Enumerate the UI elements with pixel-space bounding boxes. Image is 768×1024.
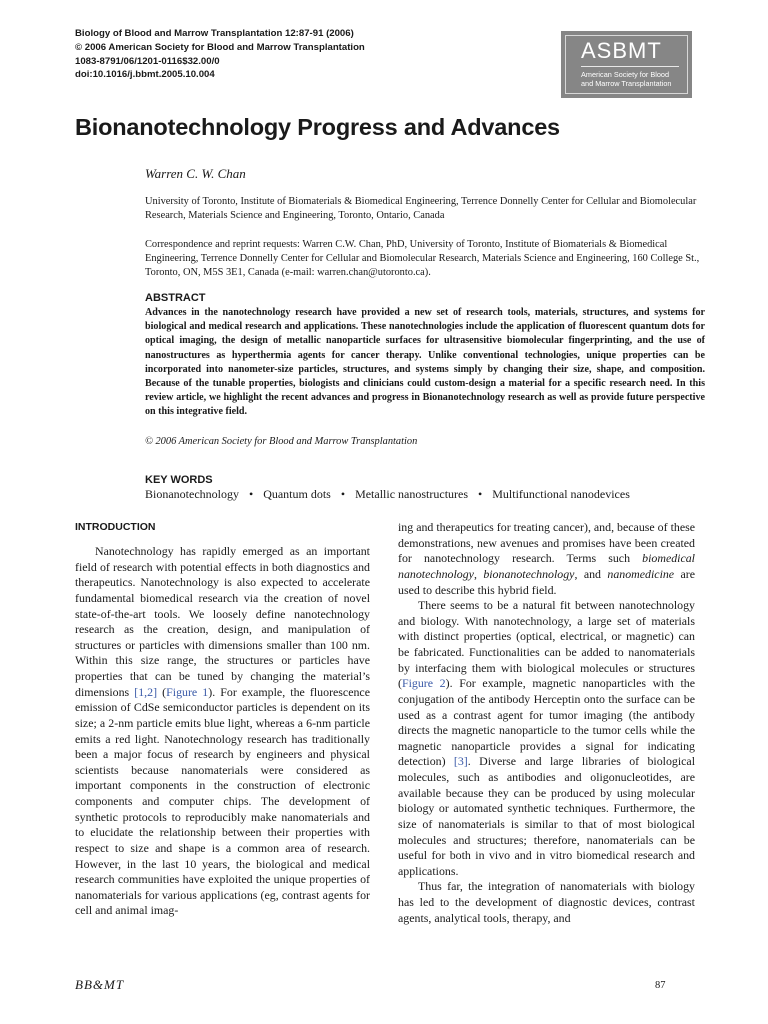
logo-name: ASBMT xyxy=(581,38,662,63)
article-title: Bionanotechnology Progress and Advances xyxy=(75,114,560,140)
journal-copyright: © 2006 American Society for Blood and Marrow Transplantation xyxy=(75,41,365,53)
keywords-list xyxy=(145,487,705,502)
abstract-text: Advances in the nanotechnology research have provided a new set of research tools, materials, structures, and systems for biological and medical research and applications. These nanotechnologies include the application of fluorescent quantum dots for optical imaging, the design of metallic nanoparticle surfaces for ultrasensitive biomolecular fingerprinting, and the use of nanostructures as hyperthermia agents for cancer therapy. Unlike conventional technologies, unique properties can be incorporated into nanometer-size particles, structures, and systems simply by changing their size, shape, and composition. Because of the tunable properties, biologists and clinicians could custom-design a material for a specific research need. In this review article, we highlight the recent advances and progress in Bionanotechnology research as well as provide future perspective on this integrative field. xyxy=(145,307,705,418)
bullet-icon: • xyxy=(340,487,346,501)
figure-link[interactable]: Figure 1 xyxy=(166,684,209,699)
page-number: 87 xyxy=(655,980,666,991)
journal-info xyxy=(75,27,365,82)
asbmt-logo xyxy=(561,31,692,98)
reference-link[interactable]: [3] xyxy=(453,754,468,769)
keyword: Metallic nanostructures xyxy=(355,487,469,501)
abstract-heading: ABSTRACT xyxy=(145,292,206,304)
logo-subtitle xyxy=(581,71,671,88)
intro-paragraph-1: Nanotechnology has rapidly emerged as an important field of research with potential effects in both diagnostics and therapeutics. Nanotechnology is also expected to accelerate fundamental biomedical research via the creation of novel state-of-the-art tools. We loosely define nanotechnology research as the creation, design, and manipulation of structures or particles with dimensions smaller than 100 nm. Within this size range, the structures or particles have properties that can be tuned by changing the material’s dimensions [1,2] (Figure 1). For example, the fluorescence emission of CdSe semiconductor particles is dependent on its size; a 2-nm particle emits blue light, whereas a 6-nm particle emits a red light. Nanotechnology research has traditionally been a major focus of research by engineers and physical scientists because nanomaterials were considered as important components in the construction of electronic components and computer chips. The development of synthetic protocols to reproducibly make nanomaterials and to elucidate the relationship between their properties with respect to size and shape is a common area of research. However, in the last 10 years, the biological and medical research communities have exploited the unique properties of nanomaterials for various applications (eg, contrast agents for cell and animal imag- xyxy=(75,544,370,918)
footer-journal-abbrev: BB&MT xyxy=(75,977,125,992)
author-affiliation: University of Toronto, Institute of Biomaterials & Biomedical Engineering, Terrence Donnelly Center for Cellular and Biomolecular Research, Materials Science and Engineering, Toronto, Ontario, Canada xyxy=(145,196,697,221)
intro-paragraph-3: Thus far, the integration of nanomaterials with biology has led to the development of diagnostic devices, contrast agents, analytical tools, therapy, and xyxy=(398,879,695,925)
keyword: Bionanotechnology xyxy=(145,487,239,501)
introduction-heading: INTRODUCTION xyxy=(75,521,156,533)
logo-subtitle-line-2: and Marrow Transplantation xyxy=(581,78,672,88)
keywords-heading: KEY WORDS xyxy=(145,474,213,486)
keyword: Multifunctional nanodevices xyxy=(492,487,630,501)
journal-doi: doi:10.1016/j.bbmt.2005.10.004 xyxy=(75,69,215,81)
logo-subtitle-line-1: American Society for Blood xyxy=(581,70,670,79)
journal-citation: Biology of Blood and Marrow Transplantation 12:87-91 (2006) xyxy=(75,28,354,39)
bullet-icon: • xyxy=(248,487,254,501)
figure-link[interactable]: Figure 2 xyxy=(401,676,446,691)
intro-paragraph-2: There seems to be a natural fit between nanotechnology and biology. With nanotechnology, a large set of materials with distinct properties (optical, electrical, or magnetic) can be fabricated. Functionalities can be added to nanomaterials by interfacing them with biological molecules or structures (Figure 2). For example, magnetic nanoparticles with the conjugation of the antibody Herceptin onto the surface can be used as a contrast agent for tumor imaging (the antibody directs the magnetic nanoparticle to the tumor cells while the magnetic nanoparticle provides a signal for indicating detection) [3]. Diverse and large libraries of biological molecules, such as antibodies and oligonucleotides, are available because they can be produced by using molecular biology or automated synthetic techniques. Furthermore, the size of nanomaterials is similar to that of most biological molecules and structures; therefore, nanomaterials can be useful for both in vivo and in vitro biomedical research and applications. xyxy=(398,598,696,878)
reference-link[interactable]: [1,2] xyxy=(134,684,158,699)
correspondence: Correspondence and reprint requests: Warren C.W. Chan, PhD, University of Toronto, Institute of Biomaterials & Biomedical Engineering, Terrence Donnelly Center for Cellular and Biomolecular Research, Materials Science and Engineering, 160 College St., Toronto, ON, M5S 3E1, Canada (e-mail: warren.chan@utoronto.ca). xyxy=(145,239,700,278)
logo-divider xyxy=(581,66,679,67)
keyword: Quantum dots xyxy=(263,487,331,501)
body-column-left xyxy=(75,544,370,919)
intro-paragraph-continued: ing and therapeutics for treating cancer), and, because of these demonstrations, new avenues and promises have been created for nanotechnology research. Terms such biomedical nanotechnology, bionanotechnology, and nanomedicine are used to describe this hybrid field. xyxy=(398,520,695,597)
abstract-copyright: © 2006 American Society for Blood and Marrow Transplantation xyxy=(145,436,418,447)
author-name: Warren C. W. Chan xyxy=(145,166,246,181)
body-column-right xyxy=(398,520,695,926)
bullet-icon: • xyxy=(478,487,483,501)
journal-issn: 1083-8791/06/1201-0116$32.00/0 xyxy=(75,55,220,67)
